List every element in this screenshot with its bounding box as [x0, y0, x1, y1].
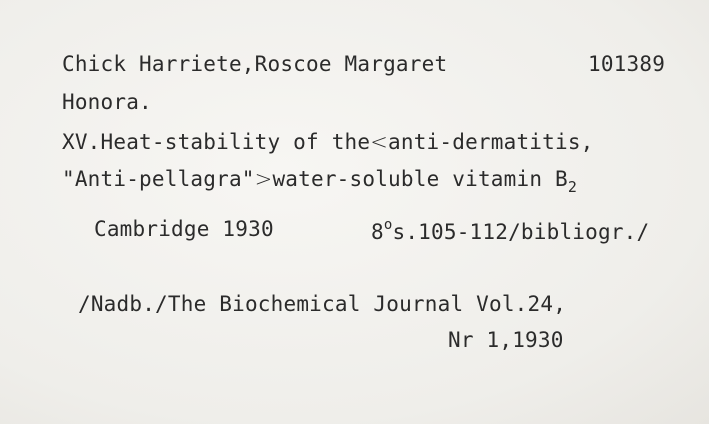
imprint-place-year: Cambridge 1930: [94, 217, 274, 241]
offprint-source: /Nadb./The Biochemical Journal Vol.24,: [78, 292, 567, 316]
format-superscript: o: [383, 217, 393, 233]
pages-note: s.105-112/bibliogr./: [392, 220, 650, 244]
title-line-1-suffix: anti-dermatitis,: [388, 130, 594, 154]
author-continued: Honora.: [62, 90, 152, 114]
format-pages: [371, 217, 649, 244]
format-size: 8: [371, 220, 384, 244]
title-line-2-suffix: water-soluble vitamin B: [272, 167, 568, 191]
issue: Nr 1,1930: [448, 328, 564, 352]
author-line: Chick Harriete,Roscoe Margaret: [62, 52, 448, 76]
angle-bracket-close: >: [254, 167, 273, 191]
title-line-2: [62, 167, 577, 196]
catalog-number: 101389: [588, 52, 666, 76]
vitamin-subscript: 2: [567, 178, 578, 196]
title-line-1: [62, 130, 594, 154]
title-line-2-prefix: "Anti-pellagra": [62, 167, 255, 191]
title-line-1-prefix: XV.Heat-stability of the: [62, 130, 371, 154]
angle-bracket-open: <: [370, 130, 389, 154]
